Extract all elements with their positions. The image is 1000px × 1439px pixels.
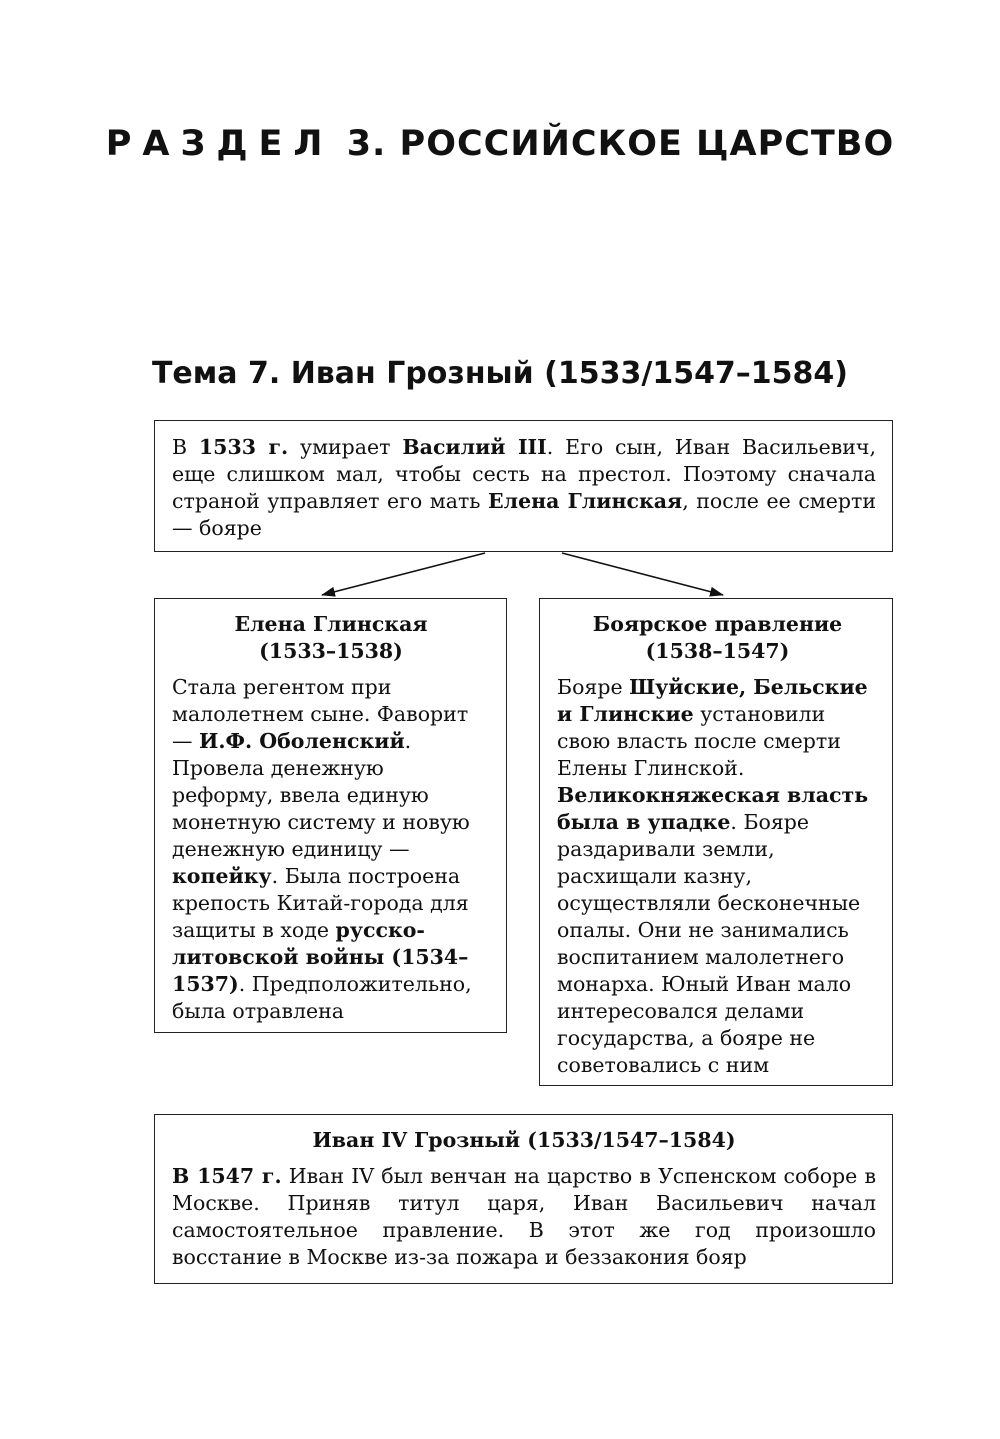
ivan-text: В 1547 г. Иван IV был венчан на царство в Успенском соборе в Москве. Приняв титул царя, Иван Васильевич начал самостоятельное правление. В этот же год произошло восстание в Москве из-за пожара и беззакония бояр	[172, 1164, 876, 1269]
elena-text: Стала регентом при малолетнем сыне. Фаворит — И.Ф. Оболенский. Провела денежную реформу, ввела единую монетную систему и новую денежную единицу — копейку. Была построена крепость Китай-города для защиты в ходе русско-литовской войны (1534–1537). Предположительно, была отравлена	[172, 675, 472, 1023]
boyar-heading: Боярское правление (1538–1547)	[592, 612, 843, 663]
elena-heading: Елена Глинская (1533–1538)	[234, 612, 428, 663]
intro-text: В 1533 г. умирает Василий III. Его сын, Иван Васильевич, еще слишком мал, чтобы сесть на престол. Поэтому сначала страной управляет его мать Елена Глинская, после ее смерти — бояре	[172, 435, 877, 540]
topic-title: Тема 7. Иван Грозный (1533/1547–1584)	[151, 356, 849, 391]
elena-glinskaya-box	[154, 598, 507, 1033]
ivan-heading: Иван IV Грозный (1533/1547–1584)	[312, 1128, 736, 1152]
boyar-text: Бояре Шуйские, Бельские и Глинские установили свою власть после смерти Елены Глинской. Великокняжеская власть была в упадке. Бояре раздаривали земли, расхищали казну, осуществляли бесконечные опалы. Они не занимались воспитанием малолетнего монарха. Юный Иван мало интересовался делами государства, а бояре не советовались с ним	[557, 675, 869, 1077]
arrow-right	[562, 553, 723, 595]
boyar-rule-box	[539, 598, 893, 1086]
arrow-left	[322, 553, 485, 595]
ivan-iv-box	[154, 1114, 893, 1284]
section-name: 3. РОССИЙСКОЕ ЦАРСТВО	[346, 124, 895, 164]
section-prefix: РАЗДЕЛ	[105, 124, 334, 164]
